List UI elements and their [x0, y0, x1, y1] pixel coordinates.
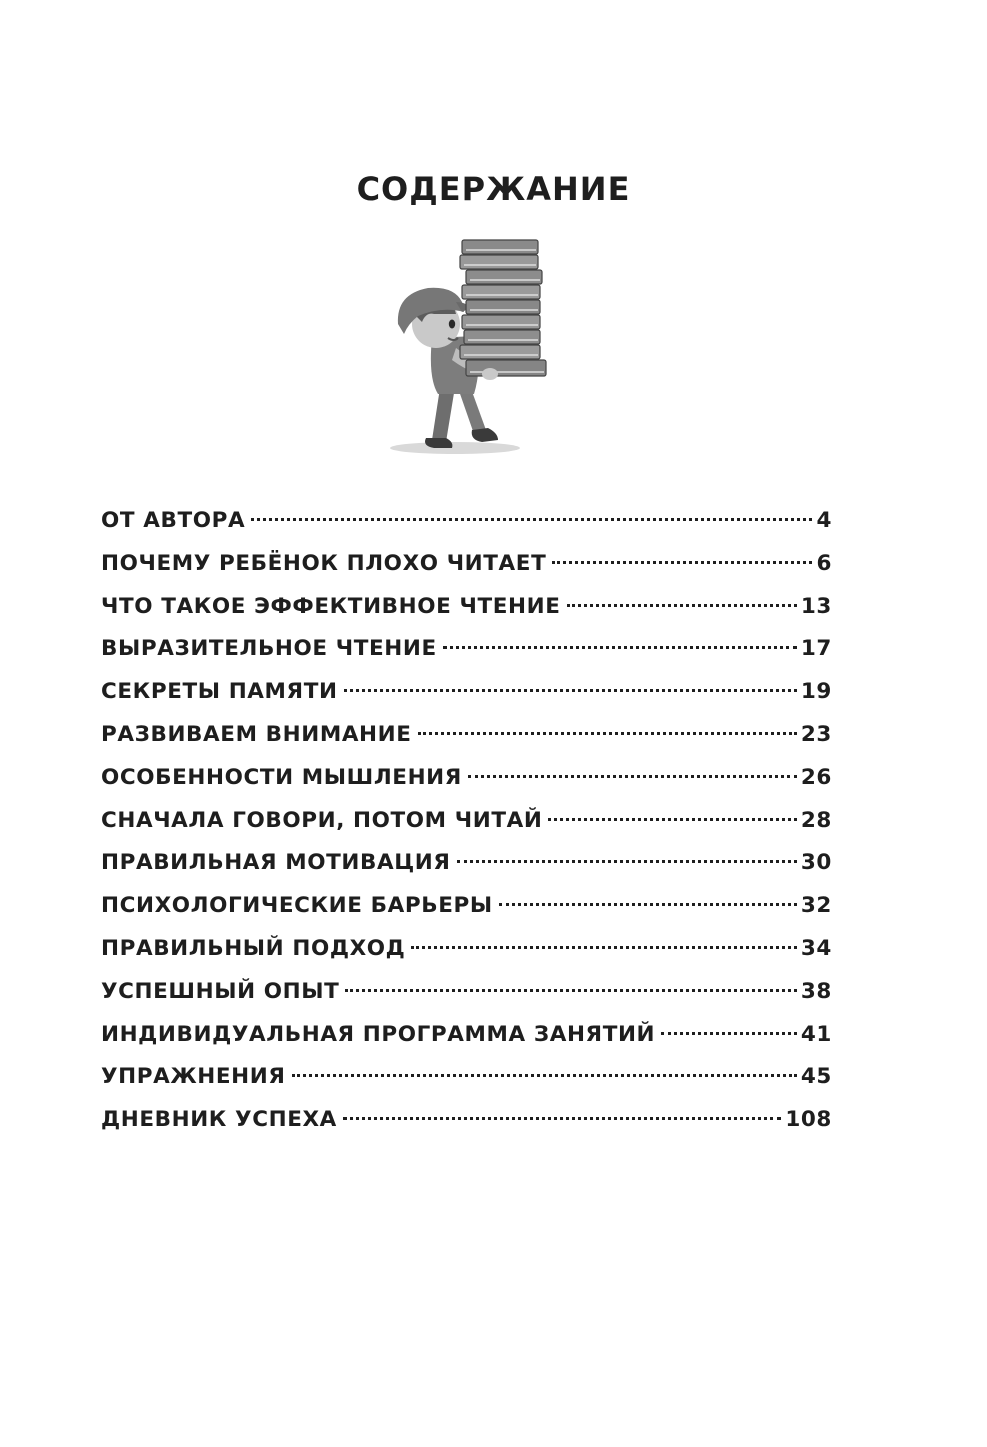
toc-dot-leader [552, 561, 812, 564]
toc-entry-title: ПОЧЕМУ РЕБЁНОК ПЛОХО ЧИТАЕТ [101, 550, 547, 576]
toc-entry-title: ОТ АВТОРА [101, 508, 246, 533]
toc-dot-leader [567, 604, 797, 607]
toc-entry-title: СЕКРЕТЫ ПАМЯТИ [101, 679, 338, 705]
toc-dot-leader [443, 646, 797, 649]
toc-entry-page: 23 [800, 721, 832, 747]
toc-entry-title: ПРАВИЛЬНЫЙ ПОДХОД [101, 935, 406, 961]
toc-entry [101, 1056, 832, 1099]
toc-entry-title: ПСИХОЛОГИЧЕСКИЕ БАРЬЕРЫ [101, 893, 493, 919]
toc-entry-page: 41 [800, 1021, 832, 1047]
toc-entry-title: ЧТО ТАКОЕ ЭФФЕКТИВНОЕ ЧТЕНИЕ [101, 593, 561, 619]
toc-entry [101, 1014, 832, 1057]
toc-entry [101, 671, 832, 714]
toc-entry-page: 4 [816, 508, 832, 533]
toc-entry-page: 30 [800, 850, 832, 876]
toc-entry-title: УПРАЖНЕНИЯ [101, 1064, 286, 1090]
boy-carrying-books-illustration [370, 228, 570, 460]
toc-dot-leader [457, 860, 797, 863]
toc-dot-leader [661, 1032, 797, 1035]
toc-dot-leader [548, 818, 796, 821]
toc-dot-leader [411, 946, 796, 949]
page-title: СОДЕРЖАНИЕ [356, 170, 631, 208]
toc-dot-leader [345, 989, 797, 992]
toc-dot-leader [499, 903, 797, 906]
toc-entry-page: 45 [800, 1064, 832, 1090]
toc-entry [101, 1099, 832, 1142]
toc-entry-title: ВЫРАЗИТЕЛЬНОЕ ЧТЕНИЕ [101, 636, 437, 662]
toc-entry-page: 6 [816, 550, 832, 576]
toc-entry [101, 543, 832, 586]
toc-entry [101, 842, 832, 885]
toc-dot-leader [251, 518, 812, 521]
toc-entry-title: СНАЧАЛА ГОВОРИ, ПОТОМ ЧИТАЙ [101, 807, 543, 833]
toc-entry-page: 34 [800, 935, 832, 961]
toc-entry-page: 28 [800, 807, 832, 833]
toc-entry-page: 26 [800, 764, 832, 790]
toc-entry-title: УСПЕШНЫЙ ОПЫТ [101, 978, 340, 1004]
toc-dot-leader [343, 1117, 781, 1120]
toc-entry [101, 757, 832, 800]
toc-entry-page: 17 [800, 636, 832, 662]
toc-entry [101, 586, 832, 629]
toc-entry-title: РАЗВИВАЕМ ВНИМАНИЕ [101, 721, 412, 747]
toc-entry [101, 500, 832, 543]
toc-entry [101, 800, 832, 843]
toc-entry [101, 714, 832, 757]
toc-entry [101, 628, 832, 671]
toc-entry [101, 971, 832, 1014]
toc-dot-leader [292, 1074, 797, 1077]
toc-entry [101, 928, 832, 971]
toc-entry [101, 885, 832, 928]
toc-dot-leader [468, 775, 797, 778]
toc-entry-title: ИНДИВИДУАЛЬНАЯ ПРОГРАММА ЗАНЯТИЙ [101, 1021, 656, 1047]
toc-entry-page: 13 [800, 593, 832, 619]
toc-entry-page: 108 [785, 1107, 832, 1133]
toc-entry-page: 32 [800, 893, 832, 919]
toc-entry-page: 19 [800, 679, 832, 705]
toc-dot-leader [418, 732, 797, 735]
toc-entry-title: ПРАВИЛЬНАЯ МОТИВАЦИЯ [101, 850, 451, 876]
toc-entry-title: ДНЕВНИК УСПЕХА [101, 1107, 337, 1133]
toc-entry-title: ОСОБЕННОСТИ МЫШЛЕНИЯ [101, 764, 462, 790]
toc-dot-leader [344, 689, 797, 692]
table-of-contents [101, 500, 832, 1142]
toc-entry-page: 38 [800, 978, 832, 1004]
